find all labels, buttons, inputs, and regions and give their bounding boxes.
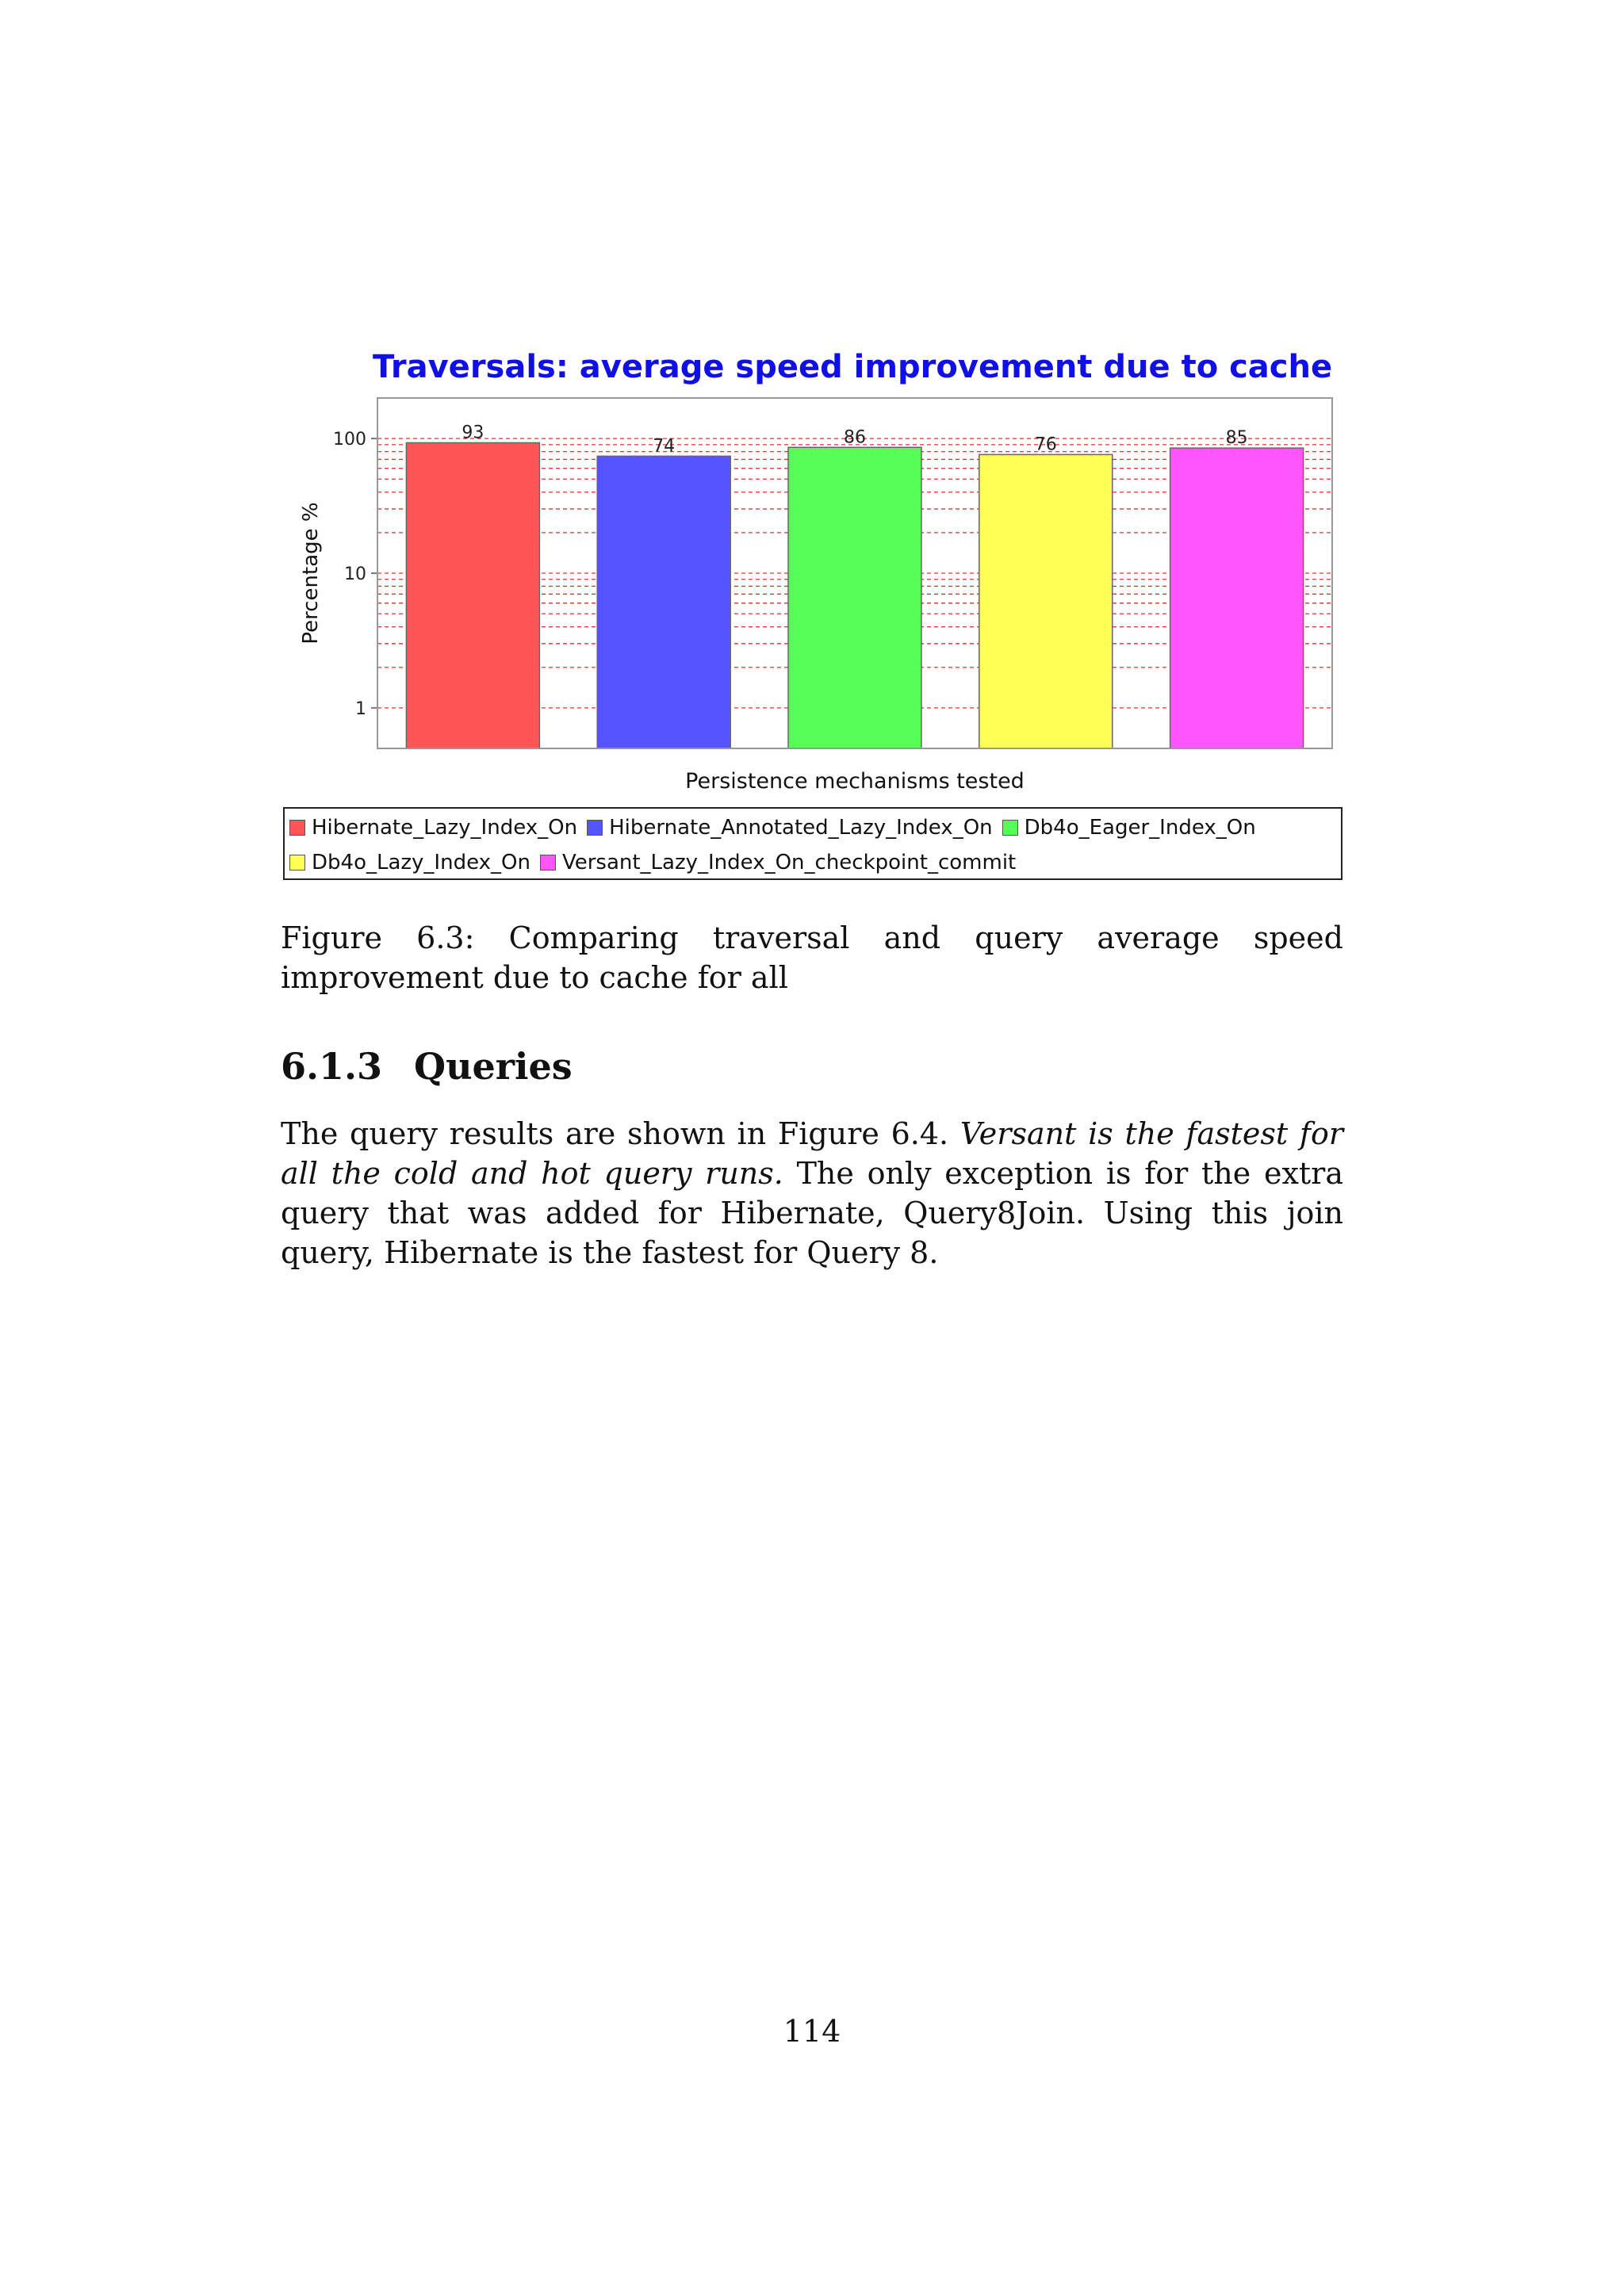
chart-y-ticks (333, 430, 377, 719)
legend-label: Hibernate_Lazy_Index_On (312, 816, 578, 840)
legend-item (1002, 816, 1256, 840)
y-tick-label: 10 (344, 564, 366, 584)
legend-row (289, 847, 1025, 878)
legend-swatch (1002, 820, 1018, 836)
x-axis-label: Persistence mechanisms tested (685, 769, 1025, 794)
page-number: 114 (783, 2014, 841, 2049)
legend-item (289, 851, 530, 874)
value-label: 74 (653, 436, 676, 457)
legend-item (587, 816, 993, 840)
legend-item (540, 851, 1016, 874)
legend-swatch (587, 820, 603, 836)
bar-Versant_Lazy_Index_On_checkpoint_commit (1170, 448, 1304, 748)
chart-title: Traversals: average speed improvement due to cache (373, 349, 1333, 385)
legend-swatch (289, 820, 305, 836)
section-heading (281, 1045, 573, 1088)
value-label: 85 (1225, 428, 1248, 449)
bar-chart (285, 388, 1348, 801)
value-label: 86 (844, 427, 866, 448)
section-title: Queries (414, 1045, 573, 1088)
body-paragraph (281, 1114, 1343, 1272)
chart-legend (283, 807, 1342, 880)
bar-Db4o_Lazy_Index_On (979, 454, 1113, 748)
legend-label: Db4o_Eager_Index_On (1024, 816, 1256, 840)
paragraph-emphasis: Versant is the fastest for all the cold and hot query runs. (281, 1116, 1343, 1191)
bar-Hibernate_Annotated_Lazy_Index_On (597, 456, 730, 748)
legend-label: Db4o_Lazy_Index_On (312, 851, 530, 874)
legend-row (289, 812, 1266, 844)
legend-label: Hibernate_Annotated_Lazy_Index_On (609, 816, 993, 840)
value-label: 76 (1034, 434, 1057, 455)
legend-swatch (289, 855, 305, 871)
bar-Db4o_Eager_Index_On (788, 447, 921, 748)
y-tick-label: 100 (333, 430, 366, 450)
legend-label: Versant_Lazy_Index_On_checkpoint_commit (561, 851, 1017, 874)
figure-caption: Figure 6.3: Comparing traversal and query average speed improvement due to cache for all (281, 920, 1343, 995)
section-number: 6.1.3 (281, 1045, 383, 1088)
y-tick-label: 1 (355, 698, 366, 719)
y-axis-label: Percentage % (299, 502, 323, 645)
paragraph-text: The only exception is for the extra query that was added for Hibernate, Query8Join. Using this join query, Hibernate is the fastest for Query 8. (281, 1156, 1343, 1270)
bar-Hibernate_Lazy_Index_On (406, 442, 539, 748)
value-label: 93 (462, 423, 485, 443)
chart-bars (406, 442, 1303, 748)
legend-swatch (540, 855, 556, 871)
paragraph-text: The query results are shown in Figure 6.4. (281, 1116, 960, 1151)
legend-item (289, 816, 577, 840)
